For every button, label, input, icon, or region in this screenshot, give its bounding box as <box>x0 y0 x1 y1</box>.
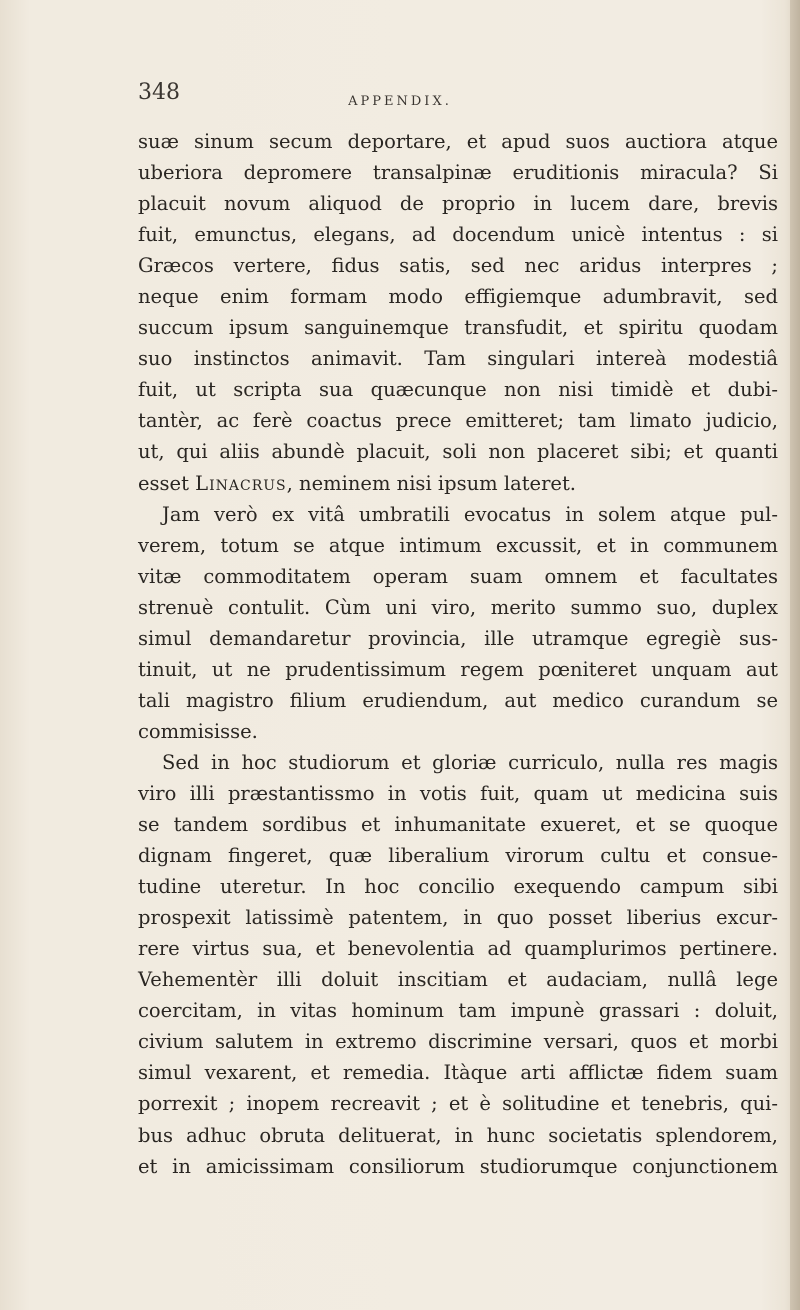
page-number: 348 <box>138 80 180 105</box>
text-line: se tandem sordibus et inhumanitate exueret, et se quoque <box>138 813 778 837</box>
text-line: suo instinctos animavit. Tam singulari intereà modestiâ <box>138 347 778 371</box>
text-line: vitæ commoditatem operam suam omnem et facultates <box>138 564 778 588</box>
text-line: coercitam, in vitas hominum tam impunè grassari : doluit, <box>138 999 778 1023</box>
text-line: strenuè contulit. Cùm uni viro, merito summo suo, duplex <box>138 595 778 619</box>
text-line: tudine uteretur. In hoc concilio exequendo campum sibi <box>138 875 778 899</box>
text-line: suæ sinum secum deportare, et apud suos auctiora atque <box>138 130 778 153</box>
text-line: tali magistro filium erudiendum, aut medico curandum se <box>138 688 778 712</box>
text-line: prospexit latissimè patentem, in quo posset liberius excur- <box>138 906 778 930</box>
running-head: APPENDIX. <box>348 94 452 109</box>
text-line: commisisse. <box>138 719 258 743</box>
text-line: tantèr, ac ferè coactus prece emitteret; tam limato judicio, <box>138 409 778 433</box>
text-line: simul vexarent, et remedia. Itàque arti afflictæ fidem suam <box>138 1061 778 1085</box>
text-line: et in amicissimam consiliorum studiorumque conjunctionem <box>138 1154 778 1178</box>
text-line: viro illi præstantissmo in votis fuit, quam ut medicina suis <box>138 781 778 805</box>
text-line: fuit, ut scripta sua quæcunque non nisi timidè et dubi- <box>138 378 778 402</box>
body-text <box>138 126 778 1182</box>
text-line: bus adhuc obruta delituerat, in hunc societatis splendorem, <box>138 1123 778 1147</box>
paragraph-start-line: Sed in hoc studiorum et gloriæ curriculo, nulla res magis <box>162 750 778 774</box>
text-line: civium salutem in extremo discrimine versari, quos et morbi <box>138 1030 778 1054</box>
name-small-caps: Linacrus <box>195 471 287 495</box>
text-line: neque enim formam modo effigiemque adumbravit, sed <box>138 285 778 309</box>
text-line: Vehementèr illi doluit inscitiam et audaciam, nullâ lege <box>138 968 778 992</box>
text-line: fuit, emunctus, elegans, ad docendum unicè intentus : si <box>138 223 778 247</box>
text-line: uberiora depromere transalpinæ eruditionis miracula? Si <box>138 161 778 185</box>
text-line: succum ipsum sanguinemque transfudit, et spiritu quodam <box>138 316 778 340</box>
text-line: verem, totum se atque intimum excussit, et in communem <box>138 533 778 557</box>
text-line: esset Linacrus, neminem nisi ipsum lateret. <box>138 471 576 495</box>
text-line: placuit novum aliquod de proprio in lucem dare, brevis <box>138 192 778 216</box>
text-line: simul demandaretur provincia, ille utramque egregiè sus- <box>138 626 778 650</box>
text-line: Græcos vertere, fidus satis, sed nec aridus interpres ; <box>138 254 778 278</box>
paragraph-start-line: Jam verò ex vitâ umbratili evocatus in solem atque pul- <box>162 502 778 526</box>
text-line: rere virtus sua, et benevolentia ad quamplurimos pertinere. <box>138 937 778 961</box>
text-line: dignam fingeret, quæ liberalium virorum cultu et consue- <box>138 844 778 868</box>
text-line: porrexit ; inopem recreavit ; et è solitudine et tenebris, qui- <box>138 1092 778 1116</box>
text-line: tinuit, ut ne prudentissimum regem pœniteret unquam aut <box>138 657 778 681</box>
text-line: ut, qui aliis abundè placuit, soli non placeret sibi; et quanti <box>138 440 778 464</box>
page-edge <box>790 0 800 1310</box>
